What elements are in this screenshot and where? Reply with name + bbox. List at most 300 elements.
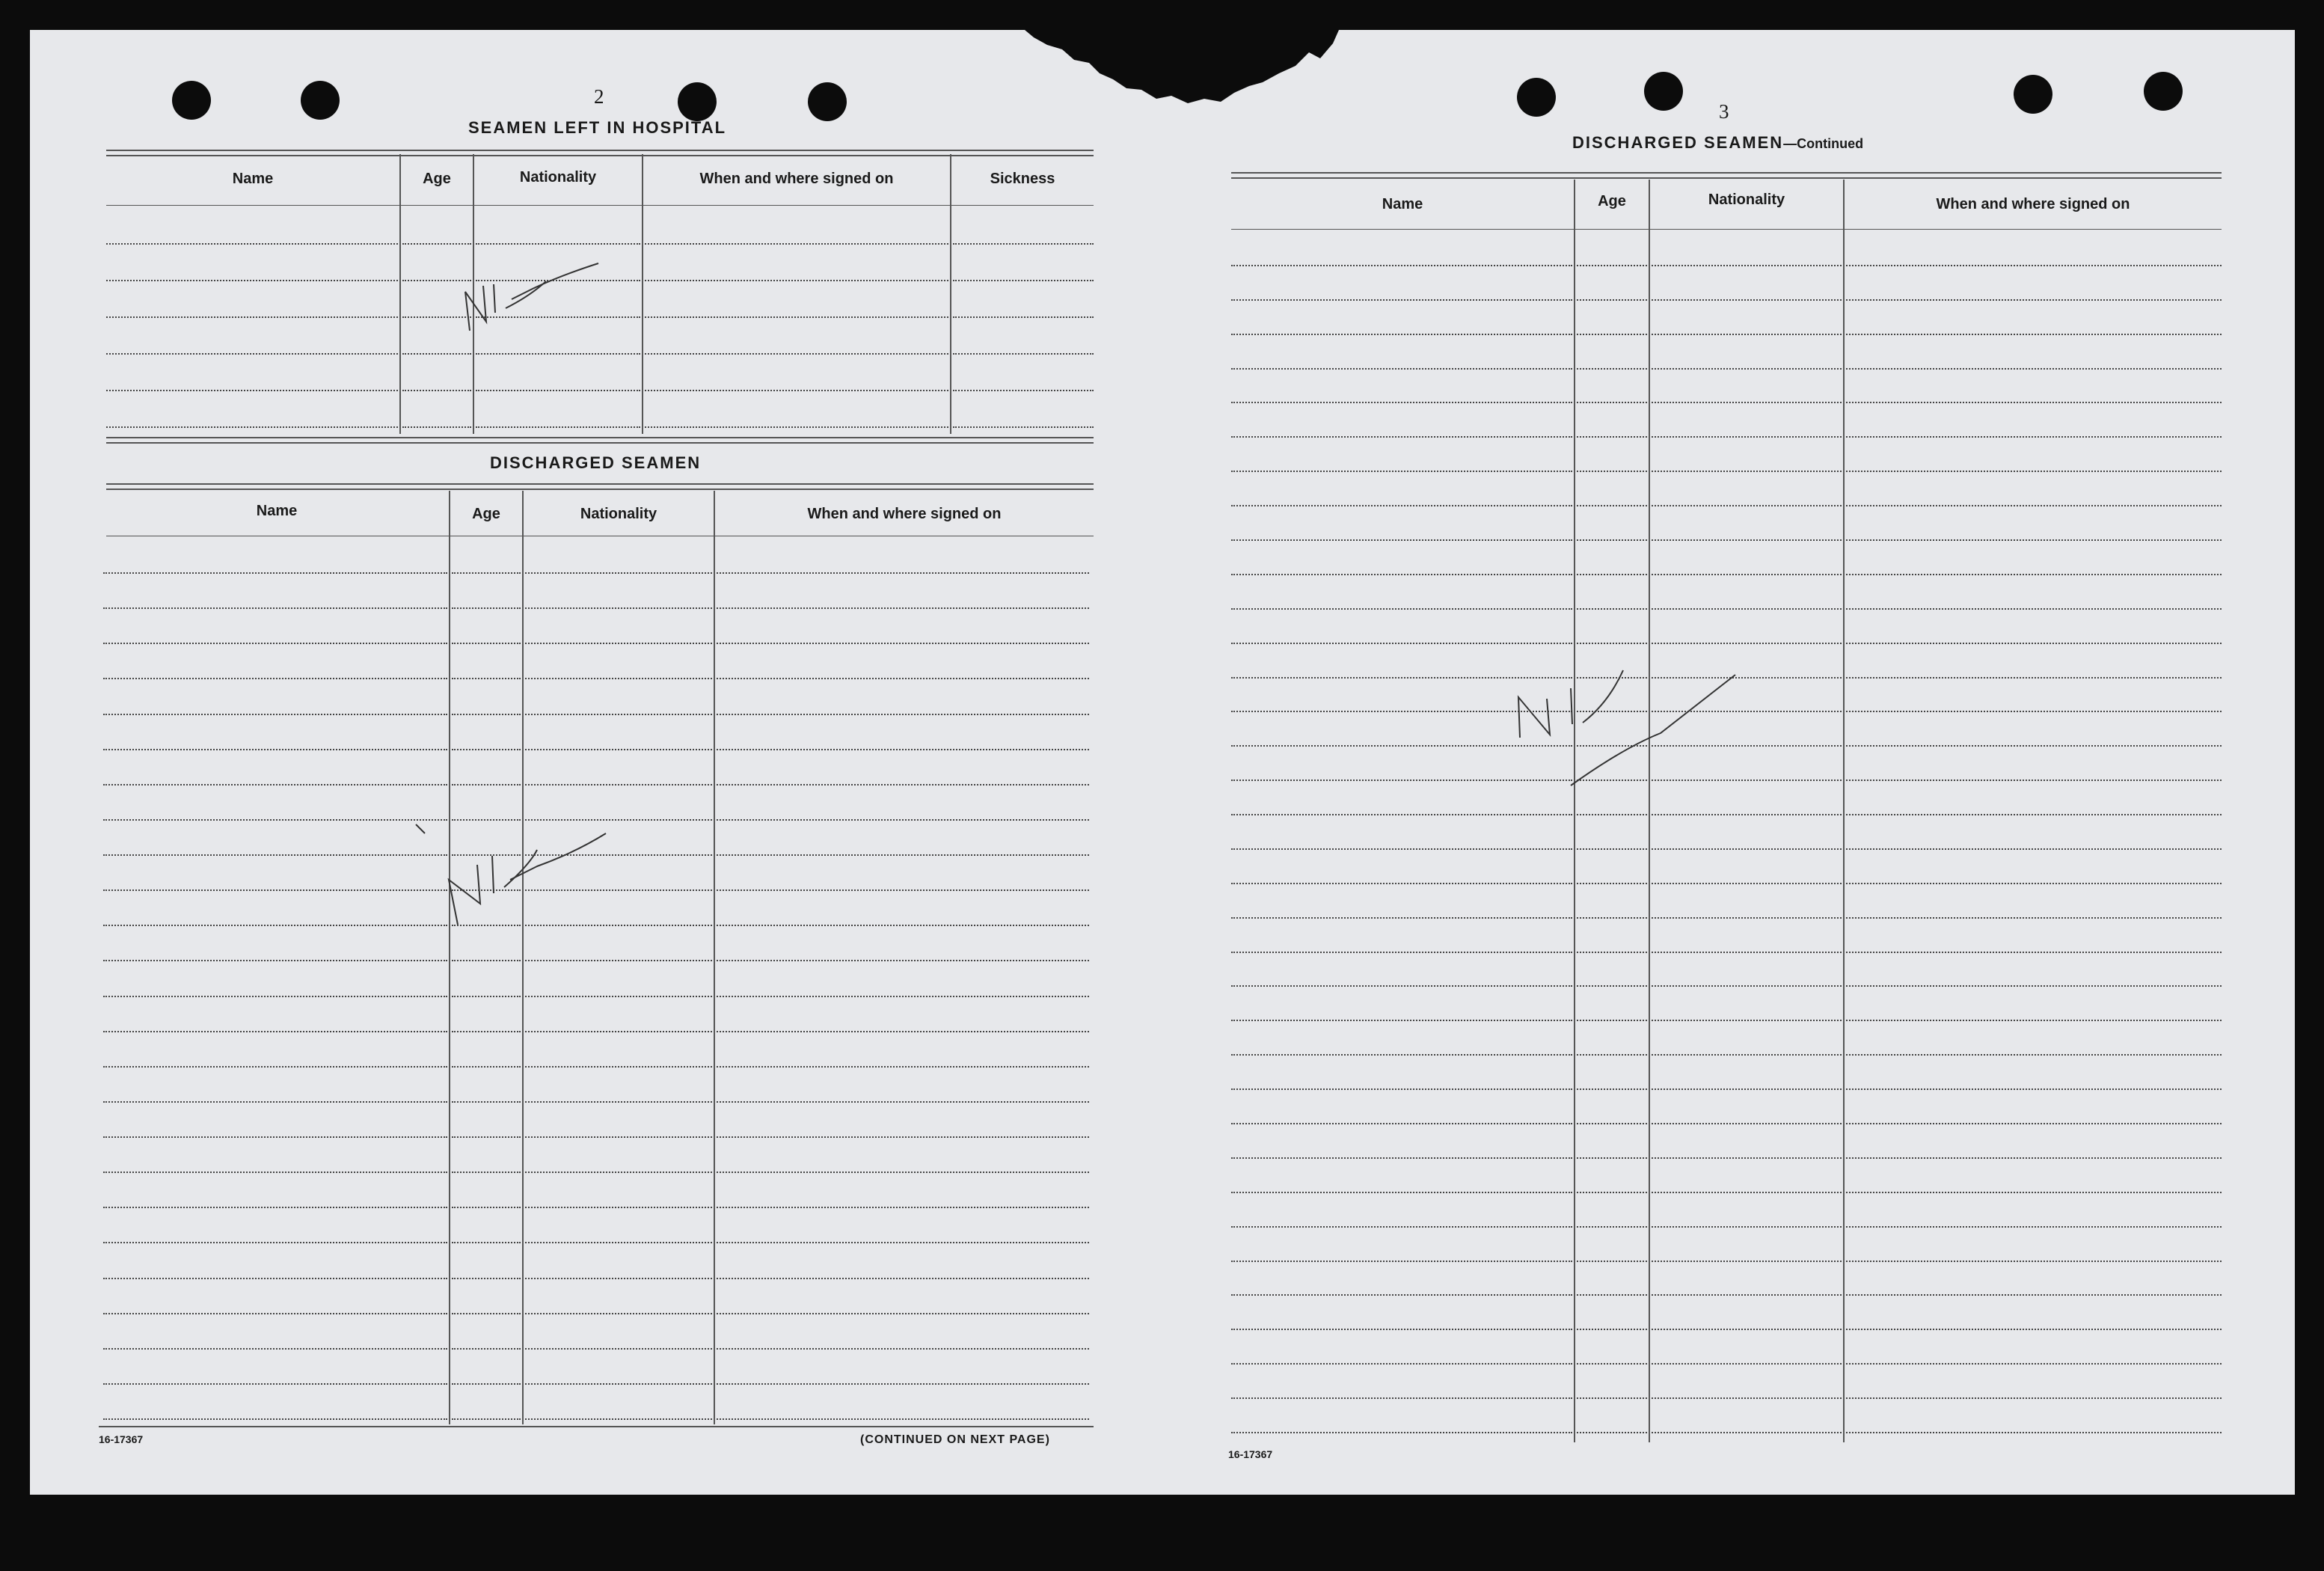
table-row-line (1846, 1432, 2222, 1433)
table-row-line (1652, 1157, 1842, 1159)
table-row-line (1846, 985, 2222, 987)
table-row-line (402, 243, 471, 245)
table-row-line (1846, 677, 2222, 679)
table-row-line (1577, 402, 1647, 403)
table-row-line (402, 353, 471, 355)
column-divider (950, 154, 951, 434)
table-row-line (1846, 848, 2222, 850)
table-row-line (525, 854, 712, 856)
table-row-line (1231, 883, 1572, 884)
table-row-line (1846, 265, 2222, 266)
table-row-line (103, 1313, 447, 1314)
column-divider (522, 491, 524, 1424)
table-row-line (452, 1101, 521, 1103)
table-row-line (1577, 917, 1647, 919)
table-row-line (1652, 539, 1842, 541)
continued-note: (CONTINUED ON NEXT PAGE) (860, 1433, 1050, 1446)
table-row-line (1577, 574, 1647, 575)
table-row-line (1652, 608, 1842, 610)
table-row-line (1577, 1192, 1647, 1193)
table-row-line (103, 1066, 447, 1068)
table-row-line (106, 353, 398, 355)
table-row-line (1577, 1226, 1647, 1228)
table-row-line (525, 1242, 712, 1243)
table-row-line (103, 607, 447, 609)
table-row-line (1231, 265, 1572, 266)
column-divider (1649, 180, 1650, 1442)
table-row-line (1846, 780, 2222, 781)
table-row-line (1231, 505, 1572, 506)
column-divider (714, 491, 715, 1424)
table-row-line (103, 819, 447, 821)
table-row-line (1231, 1261, 1572, 1262)
table-row-line (476, 353, 640, 355)
table-row-line (103, 1136, 447, 1138)
table-row-line (645, 280, 948, 281)
punch-hole (678, 82, 717, 121)
table-row-line (1846, 505, 2222, 506)
table-row-line (103, 1418, 447, 1420)
table-row-line (1577, 1123, 1647, 1124)
discharged-table-bottom-rule (99, 1426, 1094, 1427)
table-row-line (106, 243, 398, 245)
table-row-line (452, 1066, 521, 1068)
table-row-line (717, 1172, 1089, 1173)
table-row-line (1846, 299, 2222, 301)
column-divider (1574, 180, 1575, 1442)
table-row-line (525, 678, 712, 679)
table-row-line (1231, 299, 1572, 301)
hospital-section-title: SEAMEN LEFT IN HOSPITAL (468, 118, 727, 137)
table-row-line (103, 1278, 447, 1279)
table-row-line (1846, 643, 2222, 644)
column-header-nationality: Nationality (1708, 192, 1785, 208)
table-row-line (452, 889, 521, 891)
table-row-line (1231, 848, 1572, 850)
table-row-line (1652, 745, 1842, 747)
table-row-line (953, 353, 1094, 355)
table-row-line (525, 925, 712, 926)
column-header-age: Age (1598, 193, 1626, 209)
table-row-line (717, 784, 1089, 786)
table-row-line (1577, 952, 1647, 953)
table-row-line (1846, 1157, 2222, 1159)
column-header-name: Name (256, 503, 298, 519)
table-row-line (525, 749, 712, 750)
table-row-line (1231, 1397, 1572, 1399)
discharged-continued-title (1572, 133, 1863, 153)
table-row-line (1231, 643, 1572, 644)
table-row-line (717, 1031, 1089, 1032)
table-row-line (103, 1207, 447, 1208)
column-divider (642, 154, 643, 434)
table-row-line (1231, 1020, 1572, 1021)
table-row-line (717, 1313, 1089, 1314)
table-row-line (1652, 574, 1842, 575)
table-row-line (452, 1418, 521, 1420)
table-row-line (1231, 1192, 1572, 1193)
table-row-line (1231, 1329, 1572, 1330)
table-row-line (1577, 1157, 1647, 1159)
table-row-line (717, 1348, 1089, 1350)
table-row-line (452, 925, 521, 926)
table-row-line (1846, 917, 2222, 919)
table-row-line (1846, 745, 2222, 747)
column-header-name: Name (232, 171, 274, 187)
table-row-line (525, 572, 712, 574)
table-row-line (103, 643, 447, 644)
table-row-line (452, 819, 521, 821)
table-row-line (1652, 1192, 1842, 1193)
table-row-line (1846, 711, 2222, 712)
discharged-table-top-rule (106, 483, 1094, 490)
torn-edge (1025, 30, 1339, 105)
table-row-line (1652, 436, 1842, 438)
table-row-line (1846, 608, 2222, 610)
table-row-line (953, 426, 1094, 428)
table-row-line (717, 925, 1089, 926)
table-row-line (1231, 1157, 1572, 1159)
table-row-line (1577, 1054, 1647, 1056)
table-row-line (1846, 334, 2222, 335)
table-row-line (1231, 1363, 1572, 1365)
table-row-line (452, 1136, 521, 1138)
table-row-line (1846, 952, 2222, 953)
table-row-line (1577, 677, 1647, 679)
table-row-line (645, 316, 948, 318)
table-row-line (1577, 539, 1647, 541)
table-row-line (1577, 1088, 1647, 1090)
form-number-right: 16-17367 (1228, 1448, 1273, 1460)
table-row-line (525, 1207, 712, 1208)
table-row-line (103, 678, 447, 679)
table-row-line (717, 889, 1089, 891)
table-row-line (717, 960, 1089, 961)
table-row-line (402, 280, 471, 281)
table-row-line (1846, 1088, 2222, 1090)
continued-header-rule (1231, 229, 2222, 230)
table-row-line (1231, 814, 1572, 815)
table-row-line (1577, 436, 1647, 438)
table-row-line (1577, 334, 1647, 335)
table-row-line (106, 426, 398, 428)
table-row-line (452, 714, 521, 715)
table-row-line (103, 1242, 447, 1243)
column-header-sickness: Sickness (990, 171, 1055, 187)
hospital-header-rule (106, 205, 1094, 206)
table-row-line (1231, 952, 1572, 953)
table-row-line (103, 1348, 447, 1350)
table-row-line (1231, 1123, 1572, 1124)
table-row-line (1577, 1261, 1647, 1262)
table-row-line (1652, 1363, 1842, 1365)
table-row-line (717, 1207, 1089, 1208)
column-header-name: Name (1382, 196, 1423, 212)
table-row-line (953, 280, 1094, 281)
table-row-line (1577, 814, 1647, 815)
table-row-line (103, 784, 447, 786)
table-row-line (525, 1101, 712, 1103)
table-row-line (1652, 1397, 1842, 1399)
discharged-continued-title-suffix: —Continued (1783, 136, 1864, 151)
discharged-section-title: DISCHARGED SEAMEN (490, 453, 702, 472)
punch-hole (301, 81, 340, 120)
table-row-line (452, 607, 521, 609)
table-row-line (525, 1313, 712, 1314)
table-row-line (476, 243, 640, 245)
table-row-line (106, 390, 398, 391)
table-row-line (1652, 505, 1842, 506)
table-row-line (525, 1348, 712, 1350)
table-row-line (1577, 471, 1647, 472)
table-row-line (1231, 334, 1572, 335)
punch-hole (2014, 75, 2052, 114)
table-row-line (525, 1383, 712, 1385)
table-row-line (525, 1172, 712, 1173)
table-row-line (1652, 917, 1842, 919)
table-row-line (103, 925, 447, 926)
column-header-when-where: When and where signed on (699, 171, 894, 187)
table-row-line (1652, 1088, 1842, 1090)
table-row-line (1846, 402, 2222, 403)
table-row-line (1577, 985, 1647, 987)
table-row-line (1652, 985, 1842, 987)
table-row-line (452, 1313, 521, 1314)
punch-hole (2144, 72, 2183, 111)
table-row-line (717, 1242, 1089, 1243)
table-row-line (1652, 883, 1842, 884)
table-row-line (1846, 1123, 2222, 1124)
table-row-line (452, 643, 521, 644)
table-row-line (452, 1242, 521, 1243)
table-row-line (103, 996, 447, 997)
table-row-line (717, 678, 1089, 679)
page-number-left: 2 (594, 85, 604, 108)
table-row-line (645, 243, 948, 245)
table-row-line (525, 889, 712, 891)
punch-hole (1644, 72, 1683, 111)
table-row-line (1577, 1432, 1647, 1433)
hospital-table-top-rule (106, 150, 1094, 156)
table-row-line (1577, 745, 1647, 747)
table-row-line (452, 678, 521, 679)
table-row-line (1231, 539, 1572, 541)
table-row-line (452, 1207, 521, 1208)
table-row-line (1846, 814, 2222, 815)
table-row-line (1577, 711, 1647, 712)
table-row-line (1652, 299, 1842, 301)
table-row-line (1577, 848, 1647, 850)
table-row-line (525, 960, 712, 961)
table-row-line (1231, 711, 1572, 712)
table-row-line (1231, 1226, 1572, 1228)
table-row-line (1652, 1226, 1842, 1228)
table-row-line (1652, 1432, 1842, 1433)
table-row-line (717, 1418, 1089, 1420)
table-row-line (1577, 265, 1647, 266)
table-row-line (717, 1066, 1089, 1068)
table-row-line (717, 714, 1089, 715)
table-row-line (452, 854, 521, 856)
column-header-nationality: Nationality (580, 506, 657, 522)
page-number-right: 3 (1719, 100, 1729, 123)
table-row-line (476, 390, 640, 391)
table-row-line (452, 1348, 521, 1350)
table-row-line (1231, 471, 1572, 472)
table-row-line (1577, 299, 1647, 301)
table-row-line (106, 316, 398, 318)
table-row-line (1231, 917, 1572, 919)
continued-table-top-rule (1231, 172, 2222, 179)
table-row-line (1652, 677, 1842, 679)
column-header-when-where: When and where signed on (1936, 196, 2130, 212)
table-row-line (1846, 368, 2222, 370)
table-row-line (717, 854, 1089, 856)
table-row-line (645, 426, 948, 428)
table-row-line (717, 572, 1089, 574)
table-row-line (103, 854, 447, 856)
table-row-line (1231, 368, 1572, 370)
table-row-line (525, 784, 712, 786)
table-row-line (645, 390, 948, 391)
table-row-line (1652, 368, 1842, 370)
table-row-line (1231, 1054, 1572, 1056)
table-row-line (103, 749, 447, 750)
table-row-line (717, 1383, 1089, 1385)
table-row-line (1846, 471, 2222, 472)
table-row-line (1652, 1294, 1842, 1296)
table-row-line (476, 426, 640, 428)
table-row-line (1652, 848, 1842, 850)
table-row-line (1577, 368, 1647, 370)
table-row-line (106, 280, 398, 281)
form-number-left: 16-17367 (99, 1433, 144, 1445)
table-row-line (525, 1278, 712, 1279)
column-divider (473, 154, 474, 434)
table-row-line (717, 607, 1089, 609)
table-row-line (1577, 643, 1647, 644)
table-row-line (645, 353, 948, 355)
table-row-line (452, 1031, 521, 1032)
table-row-line (452, 996, 521, 997)
table-row-line (1577, 780, 1647, 781)
table-row-line (402, 316, 471, 318)
table-row-line (1846, 1192, 2222, 1193)
table-row-line (525, 643, 712, 644)
table-row-line (1231, 1088, 1572, 1090)
table-row-line (1846, 1261, 2222, 1262)
table-row-line (103, 1031, 447, 1032)
table-row-line (1846, 539, 2222, 541)
table-row-line (1652, 1020, 1842, 1021)
column-divider (1843, 180, 1845, 1442)
table-row-line (1231, 1294, 1572, 1296)
table-row-line (452, 960, 521, 961)
column-header-nationality: Nationality (519, 169, 597, 186)
table-row-line (476, 280, 640, 281)
table-row-line (525, 1136, 712, 1138)
table-row-line (717, 749, 1089, 750)
table-row-line (402, 426, 471, 428)
table-row-line (1231, 780, 1572, 781)
table-row-line (1577, 505, 1647, 506)
table-row-line (1652, 1261, 1842, 1262)
table-row-line (1231, 745, 1572, 747)
table-row-line (452, 784, 521, 786)
table-row-line (103, 572, 447, 574)
table-row-line (1652, 471, 1842, 472)
table-row-line (1577, 608, 1647, 610)
table-row-line (1577, 1363, 1647, 1365)
table-row-line (1846, 1363, 2222, 1365)
table-row-line (525, 1031, 712, 1032)
table-row-line (1846, 1397, 2222, 1399)
table-row-line (1231, 608, 1572, 610)
table-row-line (452, 749, 521, 750)
punch-hole (1517, 78, 1556, 117)
column-header-age: Age (472, 506, 500, 522)
discharged-continued-title-main: DISCHARGED SEAMEN (1572, 133, 1784, 152)
table-row-line (1577, 1329, 1647, 1330)
table-row-line (953, 243, 1094, 245)
punch-hole (808, 82, 847, 121)
table-row-line (476, 316, 640, 318)
table-row-line (1231, 677, 1572, 679)
table-row-line (717, 1101, 1089, 1103)
table-row-line (103, 889, 447, 891)
table-row-line (1652, 1054, 1842, 1056)
table-row-line (717, 819, 1089, 821)
table-row-line (1652, 780, 1842, 781)
table-row-line (525, 1418, 712, 1420)
table-row-line (1231, 402, 1572, 403)
table-row-line (1652, 265, 1842, 266)
table-row-line (103, 1172, 447, 1173)
table-row-line (1231, 985, 1572, 987)
table-row-line (1846, 883, 2222, 884)
table-row-line (103, 714, 447, 715)
column-divider (449, 491, 450, 1424)
table-row-line (1652, 402, 1842, 403)
column-header-age: Age (423, 171, 451, 187)
table-row-line (1231, 436, 1572, 438)
column-divider (399, 154, 401, 434)
hospital-table-bottom-rule (106, 437, 1094, 444)
table-row-line (452, 1383, 521, 1385)
table-row-line (1652, 814, 1842, 815)
table-row-line (103, 960, 447, 961)
table-row-line (1652, 711, 1842, 712)
table-row-line (402, 390, 471, 391)
table-row-line (1846, 1054, 2222, 1056)
table-row-line (452, 1278, 521, 1279)
table-row-line (525, 819, 712, 821)
table-row-line (1652, 952, 1842, 953)
table-row-line (1577, 1294, 1647, 1296)
column-header-when-where: When and where signed on (807, 506, 1002, 522)
table-row-line (1652, 643, 1842, 644)
table-row-line (717, 1136, 1089, 1138)
table-row-line (1577, 1397, 1647, 1399)
table-row-line (1846, 1294, 2222, 1296)
table-row-line (525, 607, 712, 609)
table-row-line (717, 643, 1089, 644)
table-row-line (1577, 1020, 1647, 1021)
table-row-line (525, 1066, 712, 1068)
punch-hole (172, 81, 211, 120)
table-row-line (1846, 1329, 2222, 1330)
table-row-line (1652, 1329, 1842, 1330)
